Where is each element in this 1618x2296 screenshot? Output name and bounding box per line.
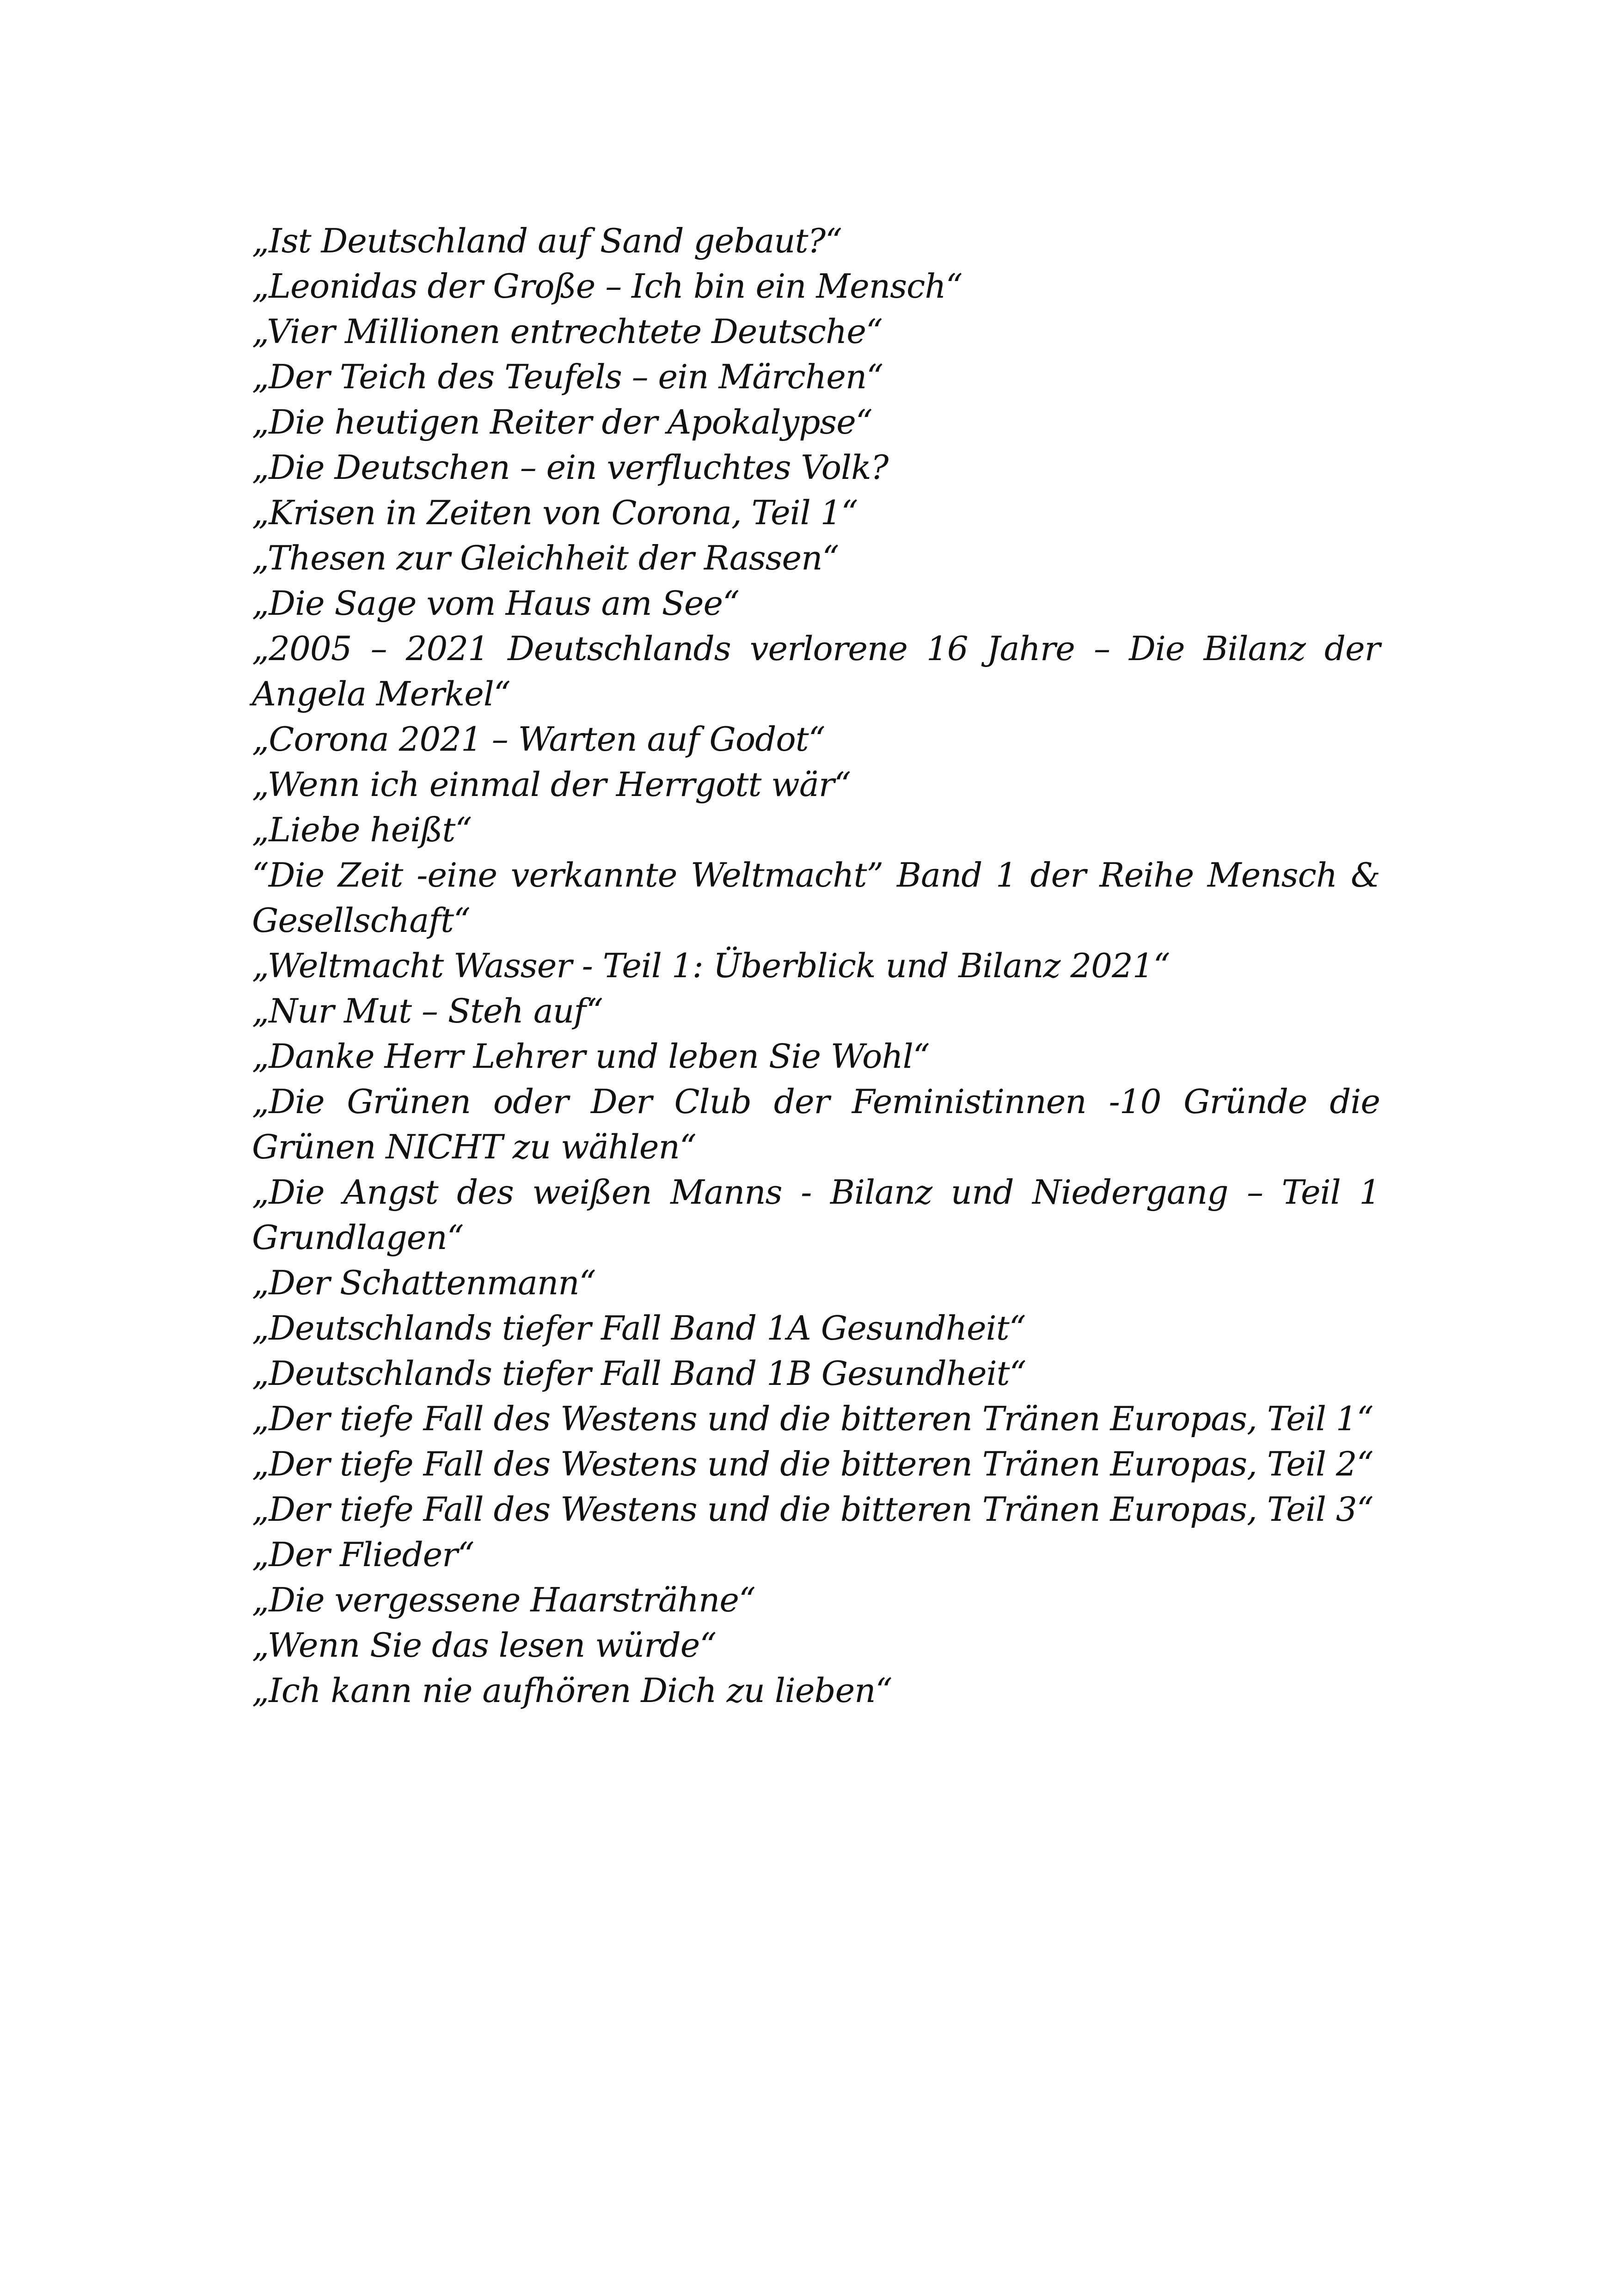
title-item: „Liebe heißt“	[252, 810, 472, 849]
title-item: „Danke Herr Lehrer und leben Sie Wohl“	[252, 1037, 930, 1076]
book-title-list	[252, 218, 1380, 1713]
title-item: „Ich kann nie aufhören Dich zu lieben“	[252, 1671, 892, 1710]
title-item: „Der tiefe Fall des Westens und die bitteren Tränen Europas, Teil 2“	[252, 1445, 1373, 1483]
title-item: „Die heutigen Reiter der Apokalypse“	[252, 403, 872, 441]
title-item: „Vier Millionen entrechtete Deutsche“	[252, 312, 883, 351]
title-item: „Die Deutschen – ein verfluchtes Volk?	[252, 448, 889, 487]
title-item: „Ist Deutschland auf Sand gebaut?“	[252, 221, 842, 260]
title-item: “Die Zeit -eine verkannte Weltmacht” Band 1 der Reihe Mensch & Gesellschaft“	[252, 856, 1380, 940]
title-item: „Leonidas der Große – Ich bin ein Mensch“	[252, 267, 962, 306]
title-item: „Deutschlands tiefer Fall Band 1B Gesundheit“	[252, 1354, 1026, 1393]
title-item: „Der Schattenmann“	[252, 1263, 596, 1302]
title-item: „Wenn ich einmal der Herrgott wär“	[252, 765, 851, 804]
title-item: „Wenn Sie das lesen würde“	[252, 1626, 717, 1665]
title-item: „Der tiefe Fall des Westens und die bitteren Tränen Europas, Teil 3“	[252, 1490, 1373, 1529]
title-item: „2005 – 2021 Deutschlands verlorene 16 Jahre – Die Bilanz der Angela Merkel“	[252, 629, 1380, 713]
title-item: „Der tiefe Fall des Westens und die bitteren Tränen Europas, Teil 1“	[252, 1399, 1373, 1438]
title-item: „Krisen in Zeiten von Corona, Teil 1“	[252, 493, 858, 532]
title-item: „Deutschlands tiefer Fall Band 1A Gesundheit“	[252, 1309, 1026, 1347]
title-item: „Die Angst des weißen Manns - Bilanz und Niedergang – Teil 1 Grundlagen“	[252, 1173, 1380, 1257]
title-item: „Weltmacht Wasser - Teil 1: Überblick und Bilanz 2021“	[252, 946, 1170, 985]
title-item: „Nur Mut – Steh auf“	[252, 992, 603, 1030]
title-item: „Der Flieder“	[252, 1535, 474, 1574]
title-item: „Die vergessene Haarsträhne“	[252, 1580, 755, 1619]
title-item: „Corona 2021 – Warten auf Godot“	[252, 720, 825, 759]
title-item: „Die Sage vom Haus am See“	[252, 584, 739, 623]
title-item: „Die Grünen oder Der Club der Feministinnen -10 Gründe die Grünen NICHT zu wählen“	[252, 1082, 1380, 1166]
title-item: „Der Teich des Teufels – ein Märchen“	[252, 357, 883, 396]
title-item: „Thesen zur Gleichheit der Rassen“	[252, 539, 839, 577]
